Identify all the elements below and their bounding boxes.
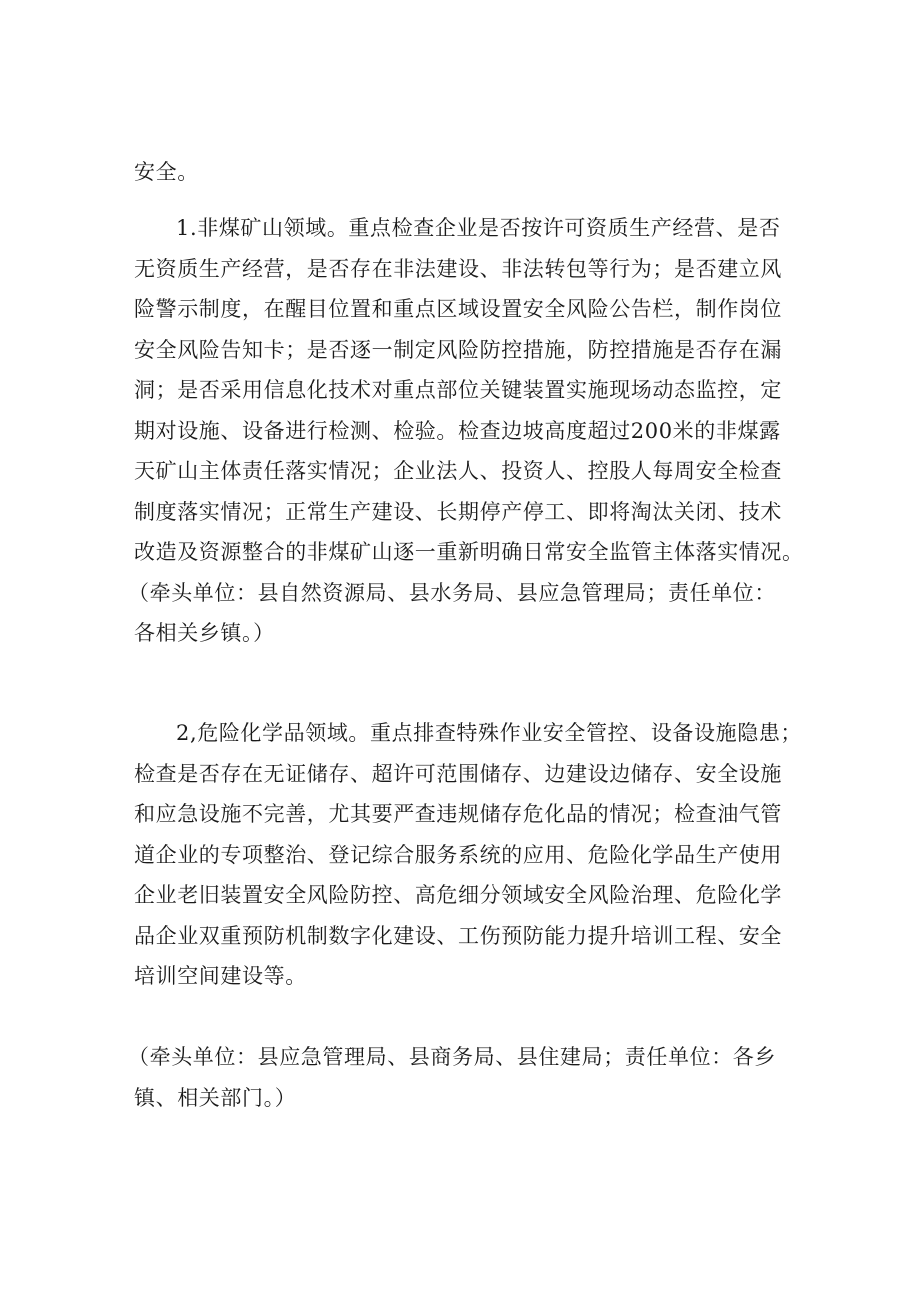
text-line: 品企业双重预防机制数字化建设、工伤预防能力提升培训工程、安全 (134, 923, 782, 948)
text-line: 1.非煤矿山领域。重点检查企业是否按许可资质生产经营、是否 (176, 216, 781, 240)
text-line: 安全。 (134, 160, 199, 184)
text-line: 天矿山主体责任落实情况；企业法人、投资人、控股人每周安全检查 (134, 459, 782, 483)
text-line: 道企业的专项整治、登记综合服务系统的应用、危险化学品生产使用 (134, 842, 782, 867)
text-line: 2,危险化学品领域。重点排查特殊作业安全管控、设备设施隐患； (176, 721, 803, 745)
text-line: 检查是否存在无证储存、超许可范围储存、边建设边储存、安全设施 (134, 761, 782, 786)
text-line: 无资质生产经营，是否存在非法建设、非法转包等行为；是否建立风 (134, 256, 782, 281)
section-2-hazardous-chemicals (134, 713, 804, 997)
intro-paragraph (134, 152, 804, 193)
text-line: 培训空间建设等。 (134, 964, 307, 988)
text-line: 制度落实情况；正常生产建设、长期停产停工、即将淘汰关闭、技术 (134, 499, 782, 524)
text-line: 镇、相关部门。） (134, 1085, 297, 1110)
text-line: 期对设施、设备进行检测、检验。检查边坡高度超过200米的非煤露 (134, 418, 781, 443)
section-1-non-coal-mines (128, 208, 804, 654)
text-line: 洞；是否采用信息化技术对重点部位关键装置实施现场动态监控，定 (134, 378, 782, 402)
text-line: 各相关乡镇。） (134, 621, 275, 645)
text-line: 安全风险告知卡；是否逐一制定风险防控措施，防控措施是否存在漏 (134, 337, 782, 362)
text-line: 和应急设施不完善，尤其要严查违规储存危化品的情况；检查油气管 (134, 802, 782, 826)
text-line: 改造及资源整合的非煤矿山逐一重新明确日常安全监管主体落实情况。 (134, 540, 804, 564)
text-line: （牵头单位：县自然资源局、县水务局、县应急管理局；责任单位： (128, 580, 776, 605)
section-2-responsible-units (128, 1037, 804, 1118)
text-line: （牵头单位：县应急管理局、县商务局、县住建局；责任单位：各乡 (128, 1045, 776, 1069)
text-line: 企业老旧装置安全风险防控、高危细分领域安全风险治理、危险化学 (134, 883, 782, 907)
text-line: 险警示制度，在醒目位置和重点区域设置安全风险公告栏，制作岗位 (134, 297, 782, 321)
